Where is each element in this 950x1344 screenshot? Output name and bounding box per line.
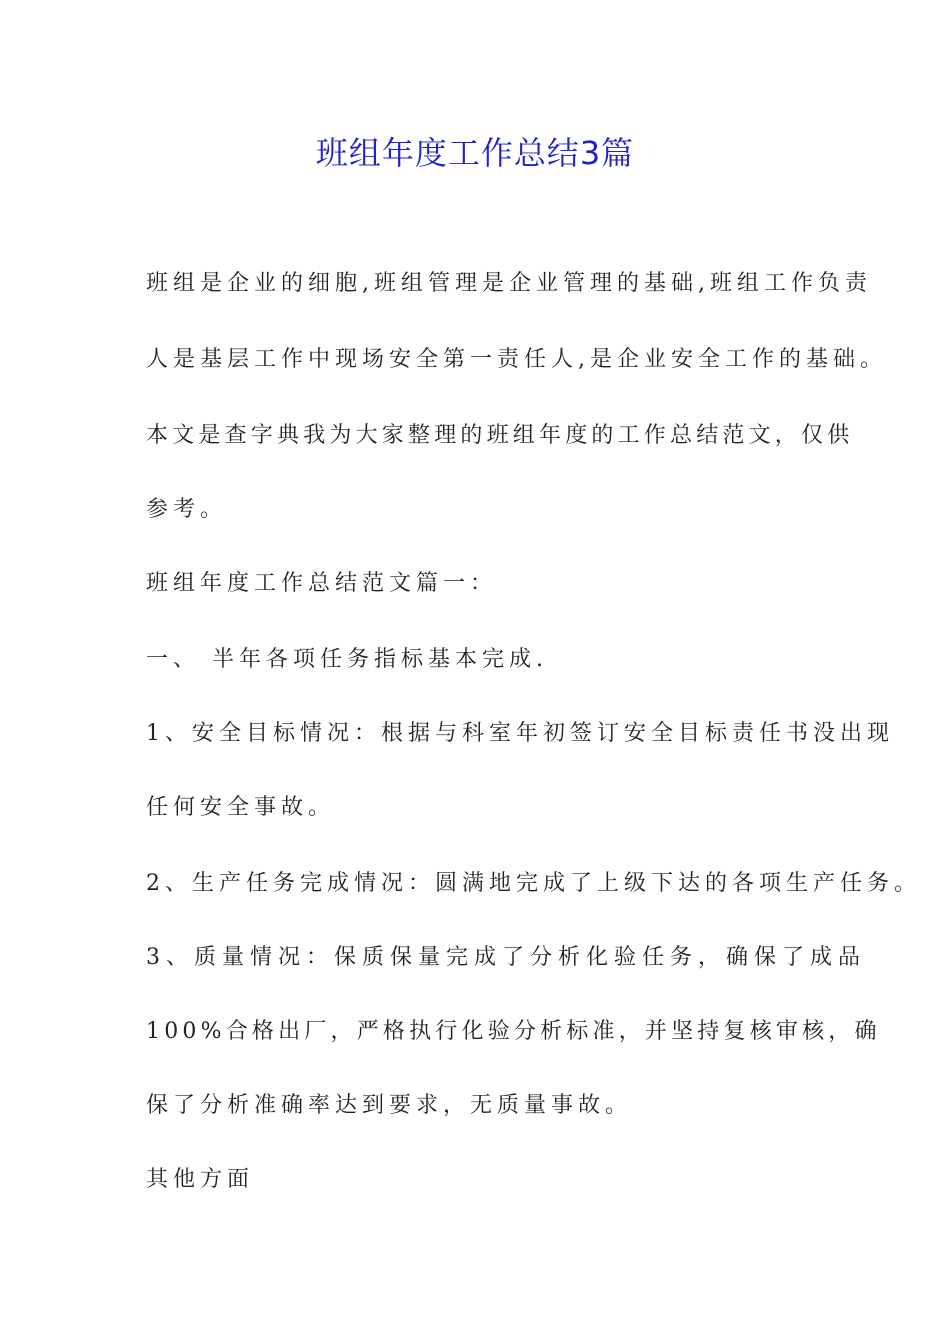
body-line-5: 班组年度工作总结范文篇一： xyxy=(146,571,498,596)
body-line-3: 本文是查字典我为大家整理的班组年度的工作总结范文，仅供 xyxy=(146,423,854,448)
body-line-12: 保了分析准确率达到要求，无质量事故。 xyxy=(146,1093,633,1118)
body-line-1: 班组是企业的细胞,班组管理是企业管理的基础,班组工作负责 xyxy=(146,271,872,296)
body-line-10: 3、质量情况：保质保量完成了分析化验任务，确保了成品 xyxy=(146,945,866,970)
document-title: 班组年度工作总结3篇 xyxy=(315,134,635,172)
body-line-11: 100%合格出厂，严格执行化验分析标准，并坚持复核审核，确 xyxy=(146,1019,881,1044)
body-line-13: 其他方面 xyxy=(146,1167,255,1192)
body-line-4: 参考。 xyxy=(146,497,228,522)
body-line-6: 一、 半年各项任务指标基本完成. xyxy=(146,647,548,672)
body-line-7: 1、安全目标情况：根据与科室年初签订安全目标责任书没出现 xyxy=(146,721,894,746)
body-line-9: 2、生产任务完成情况：圆满地完成了上级下达的各项生产任务。 xyxy=(146,871,921,896)
body-line-2: 人是基层工作中现场安全第一责任人,是企业安全工作的基础。 xyxy=(146,347,887,372)
body-line-8: 任何安全事故。 xyxy=(146,795,336,820)
